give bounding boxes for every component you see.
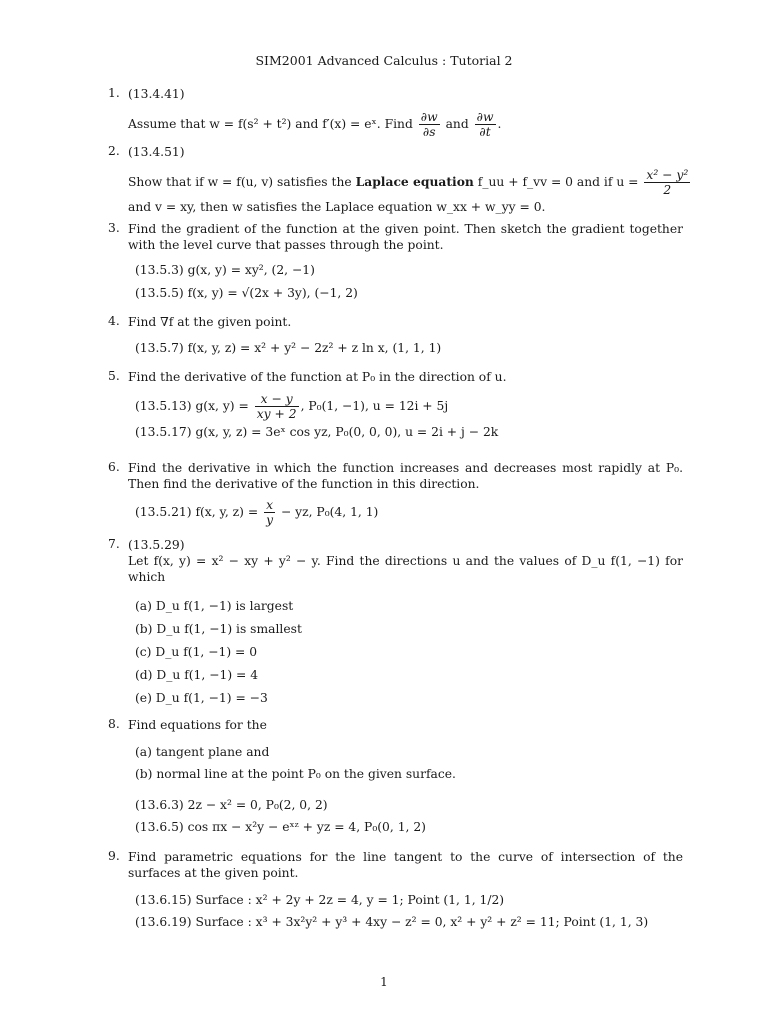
subpart-list [128, 595, 683, 710]
exercise-item: (13.5.3) g(x, y) = xy², (2, −1) [135, 263, 315, 277]
fraction-g: $\frac{x - y}{xy + 2}$ [256, 392, 297, 421]
problem-number: 6. [108, 460, 120, 474]
fraction-dw-ds: $\frac{\partial w}{\partial s}$ [420, 110, 438, 139]
problem-statement: Find parametric equations for the line tangent to the curve of intersection of the surfaces at the given point. [128, 850, 683, 880]
exercise-item: (13.6.3) 2z − x² = 0, P₀(2, 0, 2) [135, 798, 328, 812]
fraction-dw-dt: $\frac{\partial w}{\partial t}$ [476, 110, 494, 139]
problem-number: 2. [108, 144, 120, 158]
problem-number: 1. [108, 86, 120, 100]
subpart-item: (a) tangent plane and [135, 745, 270, 759]
problem-number: 9. [108, 849, 120, 863]
problem-statement: Find the derivative in which the function increases and decreases most rapidly at P₀. Then find the derivative of the function in this direction. [128, 461, 683, 491]
problem-reference: (13.5.29) [128, 538, 185, 552]
problem-statement: Assume that w = f(s² + t²) and f′(x) = eˣ. Find $\frac{\partial w}{\partial s}$ and $\frac{\partial w}{\partial t}$ . [128, 110, 502, 139]
problem-reference: (13.4.41) [128, 87, 185, 101]
exercise-item: (13.5.17) g(x, y, z) = 3eˣ cos yz, P₀(0, 0, 0), u = 2i + j − 2k [135, 425, 499, 439]
exercise-list [128, 889, 683, 933]
page-number: 1 [380, 975, 388, 989]
problem-statement: Show that if w = f(u, v) satisfies the Laplace equation f_uu + f_vv = 0 and if u = $\frac{\text{x² − y²}}{2}$ [128, 168, 689, 197]
subpart-item: (b) normal line at the point P₀ on the given surface. [135, 767, 456, 781]
exercise-item: (13.6.19) Surface : x³ + 3x²y² + y³ + 4xy − z² = 0, x² + y² + z² = 11; Point (1, 1, 3) [135, 915, 649, 929]
exercise-item: (13.5.7) f(x, y, z) = x² + y² − 2z² + z ln x, (1, 1, 1) [135, 341, 442, 355]
exercise-item: (13.6.5) cos πx − x²y − eˣᶻ + yz = 4, P₀(0, 1, 2) [135, 820, 426, 834]
subpart-item: (a) D_u f(1, −1) is largest [135, 599, 294, 613]
subpart-item: (d) D_u f(1, −1) = 4 [135, 668, 259, 682]
subpart-item: (e) D_u f(1, −1) = −3 [135, 691, 268, 705]
problem-number: 5. [108, 369, 120, 383]
problem-statement: Find ∇f at the given point. [128, 315, 292, 329]
problem-statement: Let f(x, y) = x² − xy + y² − y. Find the directions u and the values of D_u f(1, −1) for which [128, 554, 683, 584]
exercise-list [128, 794, 683, 838]
subpart-list [128, 741, 683, 785]
fraction-u: $\frac{\text{x² − y²}}{2}$ [646, 168, 689, 197]
exercise-item: (13.5.13) g(x, y) = $\frac{x - y}{xy + 2}$ , P₀(1, −1), u = 12i + 5j [135, 392, 449, 421]
exercise-item: (13.5.21) f(x, y, z) = $\frac{x}{y}$ − yz, P₀(4, 1, 1) [135, 498, 379, 527]
subpart-item: (b) D_u f(1, −1) is smallest [135, 622, 302, 636]
problem-statement-line2: and v = xy, then w satisfies the Laplace equation w_xx + w_yy = 0. [128, 200, 546, 214]
problem-number: 8. [108, 717, 120, 731]
page-title: SIM2001 Advanced Calculus : Tutorial 2 [255, 53, 513, 68]
fraction-x-y: $\frac{x}{y}$ [266, 498, 274, 527]
problem-number: 3. [108, 221, 120, 235]
laplace-equation-term: Laplace equation [355, 174, 474, 189]
problem-number: 7. [108, 537, 120, 551]
problem-statement: Find the derivative of the function at P₀ in the direction of u. [128, 370, 507, 384]
subpart-item: (c) D_u f(1, −1) = 0 [135, 645, 258, 659]
problem-number: 4. [108, 314, 120, 328]
exercise-list [128, 259, 683, 305]
exercise-item: (13.5.5) f(x, y) = √(2x + 3y), (−1, 2) [135, 286, 358, 300]
problem-statement: Find the gradient of the function at the given point. Then sketch the gradient together with the level curve that passes through the point. [128, 222, 683, 252]
problem-reference: (13.4.51) [128, 145, 185, 159]
problem-statement: Find equations for the [128, 718, 267, 732]
exercise-item: (13.6.15) Surface : x² + 2y + 2z = 4, y = 1; Point (1, 1, 1/2) [135, 893, 505, 907]
